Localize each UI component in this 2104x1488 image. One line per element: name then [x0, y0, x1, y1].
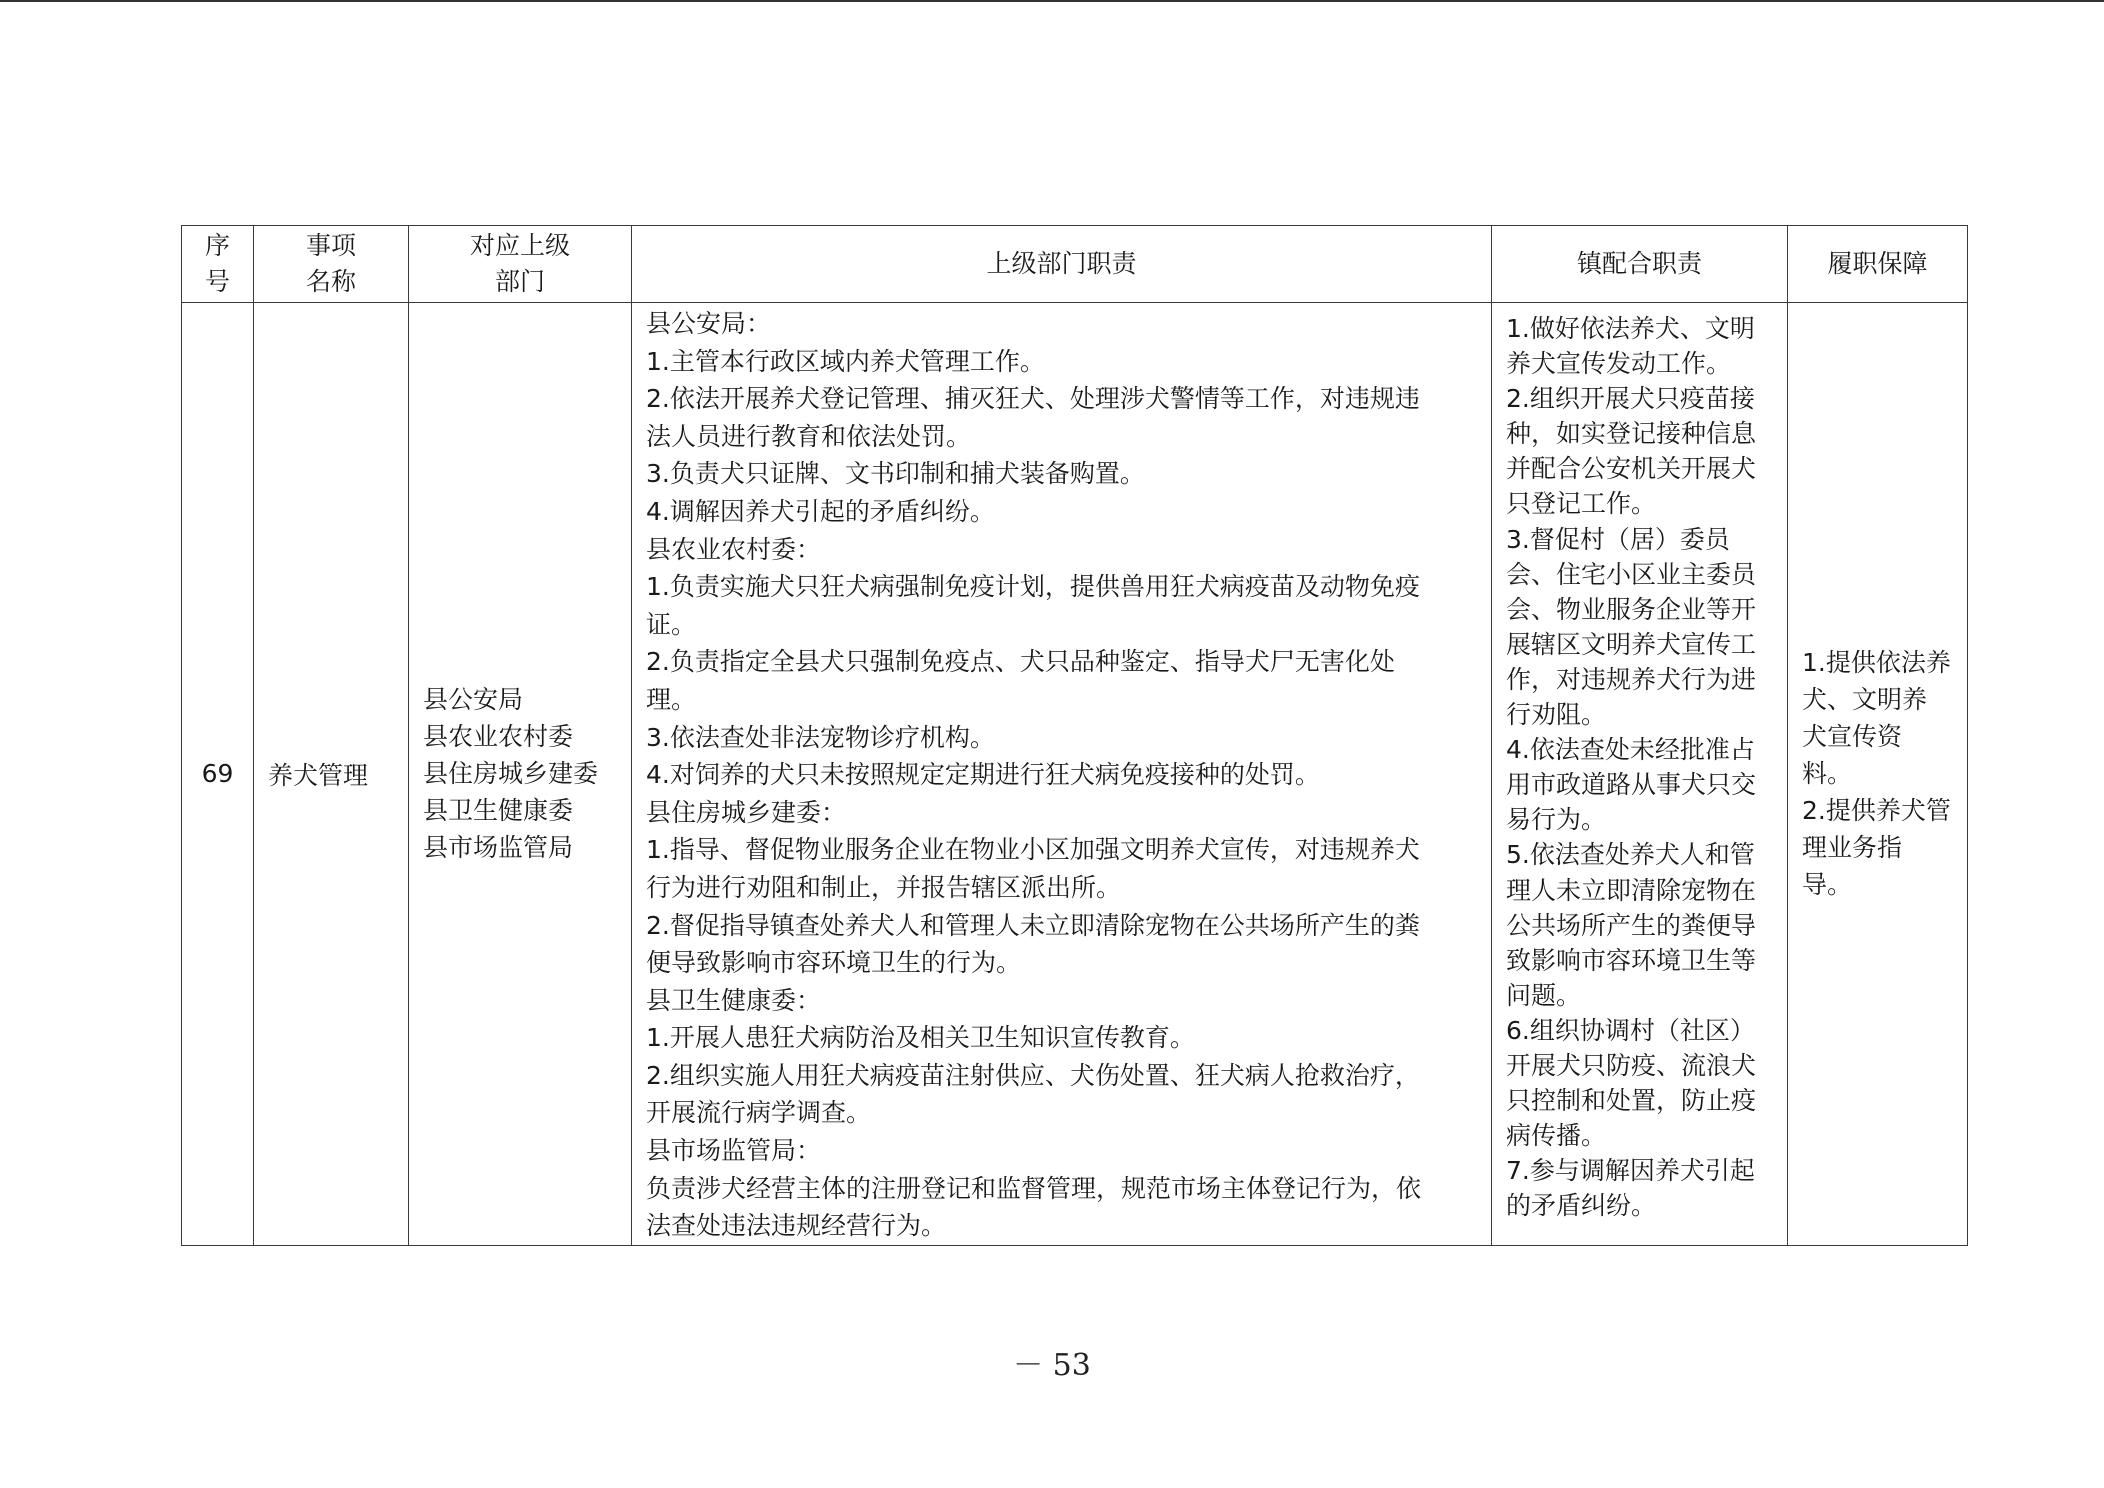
responsibility-line: 法人员进行教育和依法处罚。	[646, 421, 972, 451]
table-row	[182, 303, 1968, 1246]
responsibility-line: 负责涉犬经营主体的注册登记和监督管理，规范市场主体登记行为，依	[646, 1173, 1422, 1203]
responsibility-line: 县农业农村委：	[646, 534, 822, 564]
responsibility-line: 1.负责实施犬只狂犬病强制免疫计划，提供兽用狂犬病疫苗及动物免疫	[646, 572, 1420, 602]
town-duty-line: 只控制和处置，防止疫	[1506, 1086, 1757, 1116]
responsibility-line: 3.依法查处非法宠物诊疗机构。	[646, 722, 995, 752]
department-line: 县农业农村委	[423, 722, 574, 752]
page-number: － 53	[1013, 1348, 1091, 1383]
row-item-name: 养犬管理	[254, 303, 409, 1246]
town-duty-line: 2.组织开展犬只疫苗接	[1506, 384, 1755, 414]
department-line: 县住房城乡建委	[423, 759, 599, 789]
guarantee-line: 导。	[1802, 870, 1853, 900]
town-duty-line: 病传播。	[1506, 1121, 1607, 1151]
responsibility-line: 1.主管本行政区域内养犬管理工作。	[646, 346, 1045, 376]
town-duty-line: 用市政道路从事犬只交	[1506, 770, 1757, 800]
responsibility-line: 2.组织实施人用狂犬病疫苗注射供应、犬伤处置、狂犬病人抢救治疗，	[646, 1060, 1420, 1090]
guarantee-line: 2.提供养犬管	[1802, 796, 1951, 826]
responsibility-line: 证。	[646, 609, 697, 639]
department-line: 县公安局	[423, 685, 524, 715]
town-duty-line: 的矛盾纠纷。	[1506, 1191, 1657, 1221]
header-superior-department: 对应上级 部门	[409, 226, 632, 303]
town-duty-line: 作，对违规养犬行为进	[1506, 664, 1757, 694]
town-duty-line: 问题。	[1506, 980, 1582, 1010]
row-departments	[409, 303, 632, 1246]
responsibility-line: 2.负责指定全县犬只强制免疫点、犬只品种鉴定、指导犬尸无害化处	[646, 647, 1395, 677]
row-performance-guarantee	[1788, 303, 1968, 1246]
responsibility-line: 行为进行劝阻和制止，并报告辖区派出所。	[646, 872, 1122, 902]
responsibility-line: 3.负责犬只证牌、文书印制和捕犬装备购置。	[646, 459, 1145, 489]
town-duty-line: 并配合公安机关开展犬	[1506, 454, 1757, 484]
town-duty-line: 开展犬只防疫、流浪犬	[1506, 1050, 1757, 1080]
responsibility-line: 1.开展人患狂犬病防治及相关卫生知识宣传教育。	[646, 1023, 1195, 1053]
responsibility-line: 开展流行病学调查。	[646, 1098, 872, 1128]
town-duty-line: 理人未立即清除宠物在	[1506, 875, 1757, 905]
row-town-cooperation	[1492, 303, 1788, 1246]
town-duty-line: 4.依法查处未经批准占	[1506, 735, 1755, 765]
responsibility-line: 2.依法开展养犬登记管理、捕灭狂犬、处理涉犬警情等工作，对违规违	[646, 384, 1420, 414]
responsibility-line: 县卫生健康委：	[646, 985, 822, 1015]
responsibility-line: 4.对饲养的犬只未按照规定定期进行狂犬病免疫接种的处罚。	[646, 760, 1320, 790]
town-duty-line: 养犬宣传发动工作。	[1506, 349, 1732, 379]
responsibility-line: 县住房城乡建委：	[646, 797, 847, 827]
header-item-name: 事项 名称	[254, 226, 409, 303]
town-duty-line: 7.参与调解因养犬引起	[1506, 1156, 1755, 1186]
responsibility-line: 理。	[646, 684, 697, 714]
guarantee-line: 理业务指	[1802, 833, 1903, 863]
header-serial-number: 序 号	[182, 226, 254, 303]
town-duty-line: 1.做好依法养犬、文明	[1506, 314, 1755, 343]
town-duty-line: 行劝阻。	[1506, 700, 1607, 730]
header-superior-responsibility: 上级部门职责	[632, 226, 1492, 303]
department-line: 县市场监管局	[423, 833, 574, 863]
responsibility-line: 2.督促指导镇查处养犬人和管理人未立即清除宠物在公共场所产生的粪	[646, 910, 1420, 940]
row-superior-responsibility	[632, 303, 1492, 1246]
town-duty-line: 展辖区文明养犬宣传工	[1506, 629, 1757, 659]
town-duty-line: 会、物业服务企业等开	[1506, 594, 1757, 624]
header-performance-guarantee: 履职保障	[1788, 226, 1968, 303]
duty-table	[181, 225, 1968, 1246]
guarantee-line: 犬宣传资	[1802, 722, 1903, 752]
town-duty-line: 3.督促村（居）委员	[1506, 524, 1730, 554]
town-duty-line: 会、住宅小区业主委员	[1506, 559, 1757, 589]
guarantee-line: 1.提供依法养	[1802, 648, 1951, 678]
responsibility-line: 县公安局：	[646, 309, 772, 338]
responsibility-line: 便导致影响市容环境卫生的行为。	[646, 948, 1022, 978]
town-duty-line: 种，如实登记接种信息	[1506, 419, 1757, 449]
department-line: 县卫生健康委	[423, 796, 574, 826]
responsibility-line: 县市场监管局：	[646, 1136, 822, 1166]
town-duty-line: 致影响市容环境卫生等	[1506, 945, 1757, 975]
top-border-line	[0, 0, 2104, 2]
responsibility-line: 法查处违法违规经营行为。	[646, 1211, 947, 1241]
guarantee-line: 犬、文明养	[1802, 685, 1928, 715]
header-town-cooperation: 镇配合职责	[1492, 226, 1788, 303]
row-serial-number: 69	[182, 303, 254, 1246]
town-duty-line: 只登记工作。	[1506, 489, 1657, 519]
responsibility-line: 4.调解因养犬引起的矛盾纠纷。	[646, 496, 995, 526]
town-duty-line: 5.依法查处养犬人和管	[1506, 840, 1755, 870]
town-duty-line: 易行为。	[1506, 805, 1607, 835]
town-duty-line: 6.组织协调村（社区）	[1506, 1015, 1755, 1045]
town-duty-line: 公共场所产生的粪便导	[1506, 910, 1757, 940]
guarantee-line: 料。	[1802, 759, 1853, 789]
responsibility-line: 1.指导、督促物业服务企业在物业小区加强文明养犬宣传，对违规养犬	[646, 835, 1420, 865]
table-header-row	[182, 226, 1968, 303]
